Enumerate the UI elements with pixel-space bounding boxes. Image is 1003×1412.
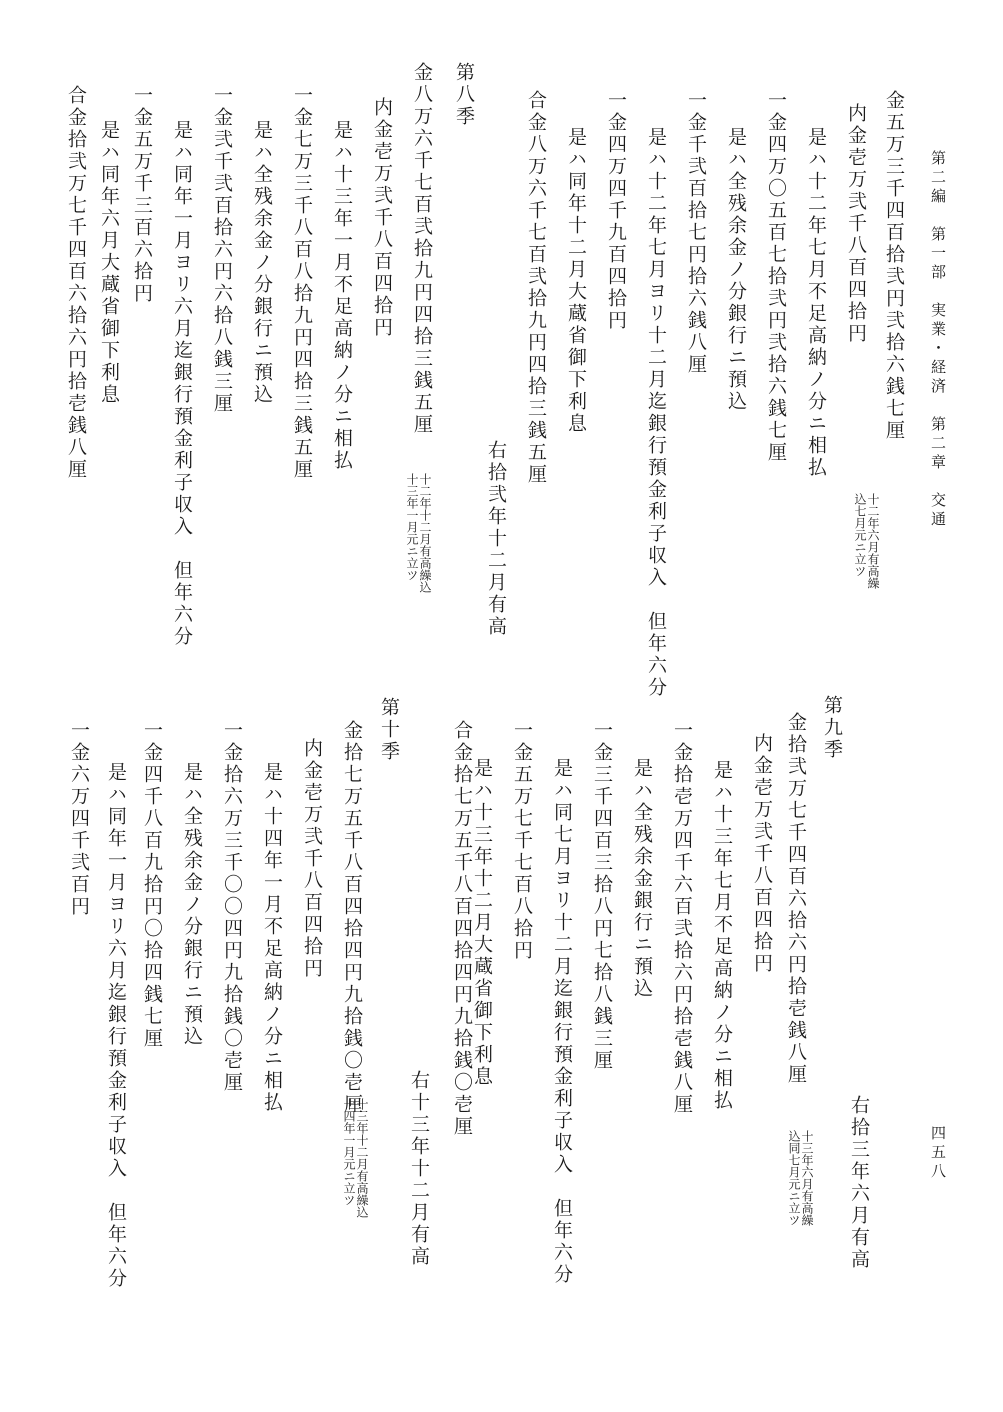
- section-heading: 第十季: [378, 697, 400, 763]
- text-column: 右拾弐年十二月有高: [485, 440, 507, 638]
- text-column: 一金七万三千八百八拾九円四拾三銭五厘: [291, 85, 313, 481]
- note-line: 十三年一月元ニ立ツ: [405, 473, 419, 581]
- margin-note: [405, 473, 431, 593]
- text-column: 是ハ同年一月ヨリ六月迄銀行預金利子収入 但年六分: [171, 120, 193, 648]
- text-column: 是ハ十四年一月不足高納ノ分ニ相払: [261, 762, 283, 1114]
- text-column: 是ハ十三年一月不足高納ノ分ニ相払: [331, 120, 353, 472]
- text-column: 一金拾六万三千〇〇四円九拾銭〇壱厘: [221, 720, 243, 1094]
- text-column: 是ハ同七月ヨリ十二月迄銀行預金利子収入 但年六分: [551, 758, 573, 1286]
- text-column: 一金五万七千七百八拾円: [511, 720, 533, 962]
- section-heading: 第九季: [821, 695, 843, 761]
- margin-note: [853, 493, 879, 589]
- text-column: 内金壱万弐千八百四拾円: [371, 97, 393, 339]
- margin-note: [787, 1130, 813, 1226]
- note-line: 十四年一月元ニ立ツ: [342, 1098, 356, 1206]
- text-column: 是ハ十三年七月不足高納ノ分ニ相払: [711, 760, 733, 1112]
- text-column: 一金千弐百拾七円拾六銭八厘: [685, 90, 707, 376]
- text-column: 是ハ全残余金ノ分銀行ニ預込: [251, 120, 273, 406]
- text-column: 是ハ全残余金ノ分銀行ニ預込: [181, 762, 203, 1048]
- text-column: 一金五万千三百六拾円: [131, 85, 153, 305]
- text-column: 金拾七万五千八百四拾四円九拾銭〇壱厘: [341, 720, 363, 1116]
- text-column: 是ハ同年十二月大蔵省御下利息: [565, 127, 587, 435]
- text-column: 一金四万四千九百四拾円: [605, 90, 627, 332]
- text-column: 是ハ十二年七月不足高納ノ分ニ相払: [805, 127, 827, 479]
- text-column: 金五万三千四百拾弐円弐拾六銭七厘: [883, 90, 905, 442]
- text-column: 内金壱万弐千八百四拾円: [845, 103, 867, 345]
- text-column: 一金弐千弐百拾六円六拾八銭三厘: [211, 85, 233, 415]
- text-column: 合金拾七万五千八百四拾四円九拾銭〇壱厘: [451, 720, 473, 1138]
- text-column: 是ハ全残余金ノ分銀行ニ預込: [725, 127, 747, 413]
- text-column: 一金四千八百九拾円〇拾四銭七厘: [141, 720, 163, 1050]
- text-column: 是ハ全残余金銀行ニ預込: [631, 758, 653, 1000]
- section-heading: 第八季: [453, 62, 475, 128]
- text-column: 一金三千四百三拾八円七拾八銭三厘: [591, 720, 613, 1072]
- text-column: 内金壱万弐千八百四拾円: [301, 738, 323, 980]
- text-column: 一金四万〇五百七拾弐円弐拾六銭七厘: [765, 90, 787, 464]
- text-column: 是ハ同年一月ヨリ六月迄銀行預金利子収入 但年六分: [105, 762, 127, 1290]
- text-column: 金八万六千七百弐拾九円四拾三銭五厘: [411, 62, 433, 436]
- note-line: 込七月元ニ立ツ: [853, 493, 867, 577]
- text-column: 是ハ同年六月大蔵省御下利息: [98, 120, 120, 406]
- text-column: 是ハ十三年十二月大蔵省御下利息: [471, 758, 493, 1088]
- note-line: 十三年十二月有高繰込: [355, 1098, 369, 1218]
- text-column: 右拾三年六月有高: [848, 1095, 870, 1271]
- note-line: 十二年十二月有高繰込: [418, 473, 432, 593]
- note-line: 込同七月元ニ立ツ: [787, 1130, 801, 1226]
- running-header: 第二編 第一部 実業・経済 第二章 交通: [929, 150, 947, 530]
- text-column: 右十三年十二月有高: [408, 1070, 430, 1268]
- text-column: 一金拾壱万四千六百弐拾六円拾壱銭八厘: [671, 720, 693, 1116]
- text-column: 合金拾弐万七千四百六拾六円拾壱銭八厘: [65, 85, 87, 481]
- page-number: 四五八: [929, 1125, 947, 1182]
- note-line: 十三年六月有高繰: [800, 1130, 814, 1226]
- margin-note: [342, 1098, 368, 1218]
- text-column: 金拾弐万七千四百六拾六円拾壱銭八厘: [785, 712, 807, 1086]
- note-line: 十二年六月有高繰: [866, 493, 880, 589]
- text-column: 一金六万四千弐百円: [68, 720, 90, 918]
- text-column: 是ハ十二年七月ヨリ十二月迄銀行預金利子収入 但年六分: [645, 127, 667, 699]
- text-column: 合金八万六千七百弐拾九円四拾三銭五厘: [525, 90, 547, 486]
- text-column: 内金壱万弐千八百四拾円: [751, 733, 773, 975]
